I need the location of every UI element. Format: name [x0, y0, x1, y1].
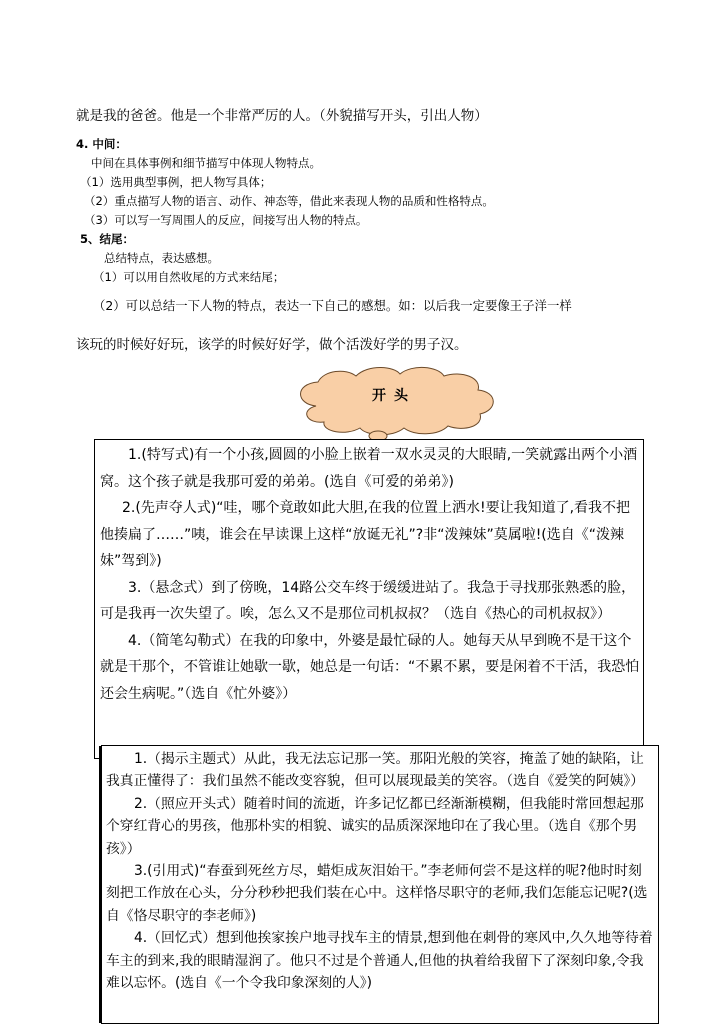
- opening-example: 2.(先声夺人式)“哇，哪个竟敢如此大胆,在我的位置上洒水!要让我知道了,看我不把他揍扁了……”咦，谁会在早读课上这样“放诞无礼”?非“泼辣妹”莫属啦!(选自《“泼辣妹”驾到》): [100, 500, 631, 569]
- ending-example: 2.（照应开头式）随着时间的流逝，许多记忆都已经渐渐模糊，但我能时常回想起那个穿红背心的男孩，他那朴实的相貌、诚实的品质深深地印在了我心里。（选自《那个男孩》）: [106, 795, 644, 857]
- cloud-callout: [276, 366, 516, 450]
- middle-summary: 中间在具体事例和细节描写中体现人物特点。: [91, 156, 321, 170]
- ending-point: （1）可以用自然收尾的方式来结尾；: [93, 270, 285, 284]
- middle-point: （3）可以写一写周围人的反应，间接写出人物的特点。: [84, 213, 368, 227]
- middle-heading: 4. 中间：: [76, 137, 127, 151]
- opening-example: 3.（悬念式）到了傍晚，14路公交车终于缓缓进站了。我急于寻找那张熟悉的脸，可是我再一次失望了。唉，怎么又不是那位司机叔叔？（选自《热心的司机叔叔》）: [100, 579, 636, 622]
- intro-line: 就是我的爸爸。他是一个非常严厉的人。（外貌描写开头，引出人物）: [76, 108, 488, 124]
- middle-point: （2）重点描写人物的语言、动作、神态等，借此来表现人物的品质和性格特点。: [84, 194, 494, 208]
- opening-example: 1.(特写式)有一个小孩,圆圆的小脸上嵌着一双水灵灵的大眼睛,一笑就露出两个小酒窝。这个孩子就是我那可爱的弟弟。(选自《可爱的弟弟》): [100, 447, 638, 490]
- ending-example: 1.（揭示主题式）从此，我无法忘记那一笑。那阳光般的笑容，掩盖了她的缺陷，让我真正懂得了：我们虽然不能改变容貌，但可以展现最美的笑容。（选自《爱笑的阿姨》）: [106, 751, 645, 790]
- ending-summary: 总结特点，表达感想。: [104, 251, 219, 265]
- cloud-title: 开头: [372, 388, 416, 404]
- ending-example: 3.(引用式)“春蚕到死丝方尽，蜡炬成灰泪始干。”李老师何尝不是这样的呢?他时时刻刻把工作放在心头，分分秒秒把我们装在心中。这样恪尽职守的老师,我们怎能忘记呢?(选自《恪尽职守的李老师》): [106, 863, 648, 924]
- opening-example: 4.（简笔勾勒式）在我的印象中，外婆是最忙碌的人。她每天从早到晚不是干这个就是干那个，不管谁让她歇一歇，她总是一句话：“不累不累，要是闲着不干活，我恐怕还会生病呢。”（选自《忙外婆》）: [100, 632, 640, 702]
- openings-text: [100, 442, 640, 707]
- ending-point-continued: 该玩的时候好好玩，该学的时候好好学，做个活泼好学的男子汉。: [76, 337, 468, 353]
- ending-point: （2）可以总结一下人物的特点，表达一下自己的感想。如：以后我一定要像王子洋一样: [93, 298, 572, 313]
- endings-text: [106, 748, 654, 994]
- ending-heading: 5、结尾：: [80, 232, 135, 246]
- ending-example: 4.（回忆式）想到他挨家挨户地寻找车主的情景,想到他在刺骨的寒风中,久久地等待着车主的到来,我的眼睛湿润了。他只不过是个普通人,但他的执着给我留下了深刻印象,令我难以忘怀。(选自《一个令我印象深刻的人》): [106, 930, 653, 992]
- middle-point: （1）选用典型事例，把人物写具体；: [80, 175, 272, 189]
